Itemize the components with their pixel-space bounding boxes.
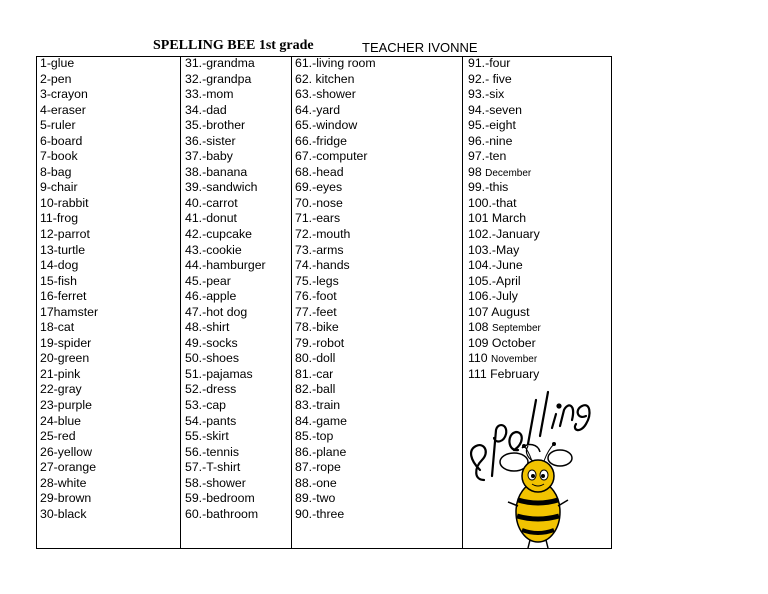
word-item: 76.-foot bbox=[295, 289, 337, 304]
word-item: 21-pink bbox=[40, 366, 81, 381]
word-item: 17hamster bbox=[40, 304, 99, 319]
word-item: 35.-brother bbox=[185, 118, 246, 133]
word-item: 24-blue bbox=[40, 413, 82, 428]
word-item: 19-spider bbox=[40, 335, 92, 350]
word-item: 45.-pear bbox=[185, 273, 231, 288]
word-item: 49.-socks bbox=[185, 335, 238, 350]
word-item: 66.-fridge bbox=[295, 133, 347, 148]
word-item: 25-red bbox=[40, 429, 76, 444]
word-item: 91.-four bbox=[468, 56, 511, 70]
word-item: 40.-carrot bbox=[185, 195, 238, 210]
word-item: 22-gray bbox=[40, 382, 82, 397]
word-item: 97.-ten bbox=[468, 149, 507, 164]
word-item: 95.-eight bbox=[468, 118, 516, 133]
word-item: 48.-shirt bbox=[185, 320, 230, 335]
word-item: 79.-robot bbox=[295, 335, 345, 350]
word-item: 2-pen bbox=[40, 71, 72, 86]
word-item: 67.-computer bbox=[295, 149, 368, 164]
word-column-2 bbox=[185, 56, 266, 522]
word-item: 94.-seven bbox=[468, 102, 523, 117]
word-item: 23-purple bbox=[40, 398, 92, 413]
word-item: 103.-May bbox=[468, 242, 520, 257]
page-title: SPELLING BEE 1st grade bbox=[153, 38, 314, 53]
word-item: 104.-June bbox=[468, 258, 523, 273]
word-item: 108 September bbox=[468, 320, 541, 335]
word-item: 28-white bbox=[40, 475, 87, 490]
word-item: 68.-head bbox=[295, 164, 344, 179]
word-item: 93.-six bbox=[468, 87, 505, 102]
word-item: 5-ruler bbox=[40, 118, 76, 133]
word-item: 96.-nine bbox=[468, 133, 513, 148]
spelling-bee-illustration bbox=[462, 380, 607, 550]
word-item: 109 October bbox=[468, 335, 536, 350]
word-column-3 bbox=[295, 56, 376, 522]
word-item: 87.-rope bbox=[295, 460, 341, 475]
word-item: 60.-bathroom bbox=[185, 506, 259, 521]
word-item: 1-glue bbox=[40, 56, 75, 70]
word-item: 43.-cookie bbox=[185, 242, 242, 257]
word-item: 51.-pajamas bbox=[185, 366, 253, 381]
word-item: 77.-feet bbox=[295, 304, 337, 319]
word-item: 29-brown bbox=[40, 491, 92, 506]
word-item: 7-book bbox=[40, 149, 78, 164]
word-item: 20-green bbox=[40, 351, 90, 366]
word-item: 47.-hot dog bbox=[185, 304, 248, 319]
word-item: 39.-sandwich bbox=[185, 180, 258, 195]
word-item: 27-orange bbox=[40, 460, 97, 475]
word-item: 18-cat bbox=[40, 320, 75, 335]
word-item: 110 November bbox=[468, 351, 538, 366]
word-item: 82.-ball bbox=[295, 382, 336, 397]
word-item: 16-ferret bbox=[40, 289, 87, 304]
word-item: 46.-apple bbox=[185, 289, 237, 304]
word-item: 80.-doll bbox=[295, 351, 336, 366]
word-item: 38.-banana bbox=[185, 164, 248, 179]
word-item: 50.-shoes bbox=[185, 351, 240, 366]
word-item: 99.-this bbox=[468, 180, 509, 195]
word-item: 69.-eyes bbox=[295, 180, 343, 195]
word-column-1 bbox=[40, 56, 98, 522]
word-item: 55.-skirt bbox=[185, 429, 229, 444]
column-divider bbox=[291, 56, 292, 549]
word-item: 54.-pants bbox=[185, 413, 237, 428]
word-item: 81.-car bbox=[295, 366, 334, 381]
word-item: 15-fish bbox=[40, 273, 77, 288]
word-item: 65.-window bbox=[295, 118, 358, 133]
word-item: 83.-train bbox=[295, 398, 341, 413]
bee-icon bbox=[500, 442, 572, 548]
word-item: 11-frog bbox=[40, 211, 79, 226]
word-item: 71.-ears bbox=[295, 211, 341, 226]
word-item: 8-bag bbox=[40, 164, 72, 179]
word-item: 64.-yard bbox=[295, 102, 341, 117]
word-item: 70.-nose bbox=[295, 195, 343, 210]
word-item: 9-chair bbox=[40, 180, 78, 195]
word-item: 72.-mouth bbox=[295, 227, 351, 242]
word-item: 107 August bbox=[468, 304, 530, 319]
word-item: 111 February bbox=[468, 366, 540, 381]
word-item: 41.-donut bbox=[185, 211, 237, 226]
word-item: 30-black bbox=[40, 506, 87, 521]
word-item: 52.-dress bbox=[185, 382, 237, 397]
word-item: 100.-that bbox=[468, 195, 517, 210]
word-item: 92.- five bbox=[468, 71, 512, 86]
word-item: 10-rabbit bbox=[40, 195, 89, 210]
word-item: 85.-top bbox=[295, 429, 334, 444]
word-item: 58.-shower bbox=[185, 475, 246, 490]
word-item: 62. kitchen bbox=[295, 71, 355, 86]
word-item: 14-dog bbox=[40, 258, 79, 273]
word-item: 6-board bbox=[40, 133, 83, 148]
word-item: 26-yellow bbox=[40, 444, 92, 459]
word-item: 73.-arms bbox=[295, 242, 344, 257]
word-item: 57.-T-shirt bbox=[185, 460, 241, 475]
word-item: 105.-April bbox=[468, 273, 521, 288]
word-item: 88.-one bbox=[295, 475, 337, 490]
word-item: 61.-living room bbox=[295, 56, 376, 70]
word-item: 31.-grandma bbox=[185, 56, 255, 70]
word-item: 75.-legs bbox=[295, 273, 339, 288]
word-item: 78.-bike bbox=[295, 320, 339, 335]
word-item: 42.-cupcake bbox=[185, 227, 252, 242]
word-item: 13-turtle bbox=[40, 242, 86, 257]
word-item: 84.-game bbox=[295, 413, 347, 428]
word-item: 101 March bbox=[468, 211, 527, 226]
word-item: 102.-January bbox=[468, 227, 540, 242]
word-item: 37.-baby bbox=[185, 149, 233, 164]
word-item: 32.-grandpa bbox=[185, 71, 252, 86]
word-item: 4-eraser bbox=[40, 102, 86, 117]
word-item: 90.-three bbox=[295, 506, 345, 521]
column-divider bbox=[180, 56, 181, 549]
word-item: 53.-cap bbox=[185, 398, 227, 413]
word-item: 98 December bbox=[468, 164, 532, 179]
word-item: 34.-dad bbox=[185, 102, 227, 117]
word-item: 89.-two bbox=[295, 491, 336, 506]
word-item: 86.-plane bbox=[295, 444, 347, 459]
word-item: 36.-sister bbox=[185, 133, 236, 148]
word-item: 44.-hamburger bbox=[185, 258, 266, 273]
word-item: 63.-shower bbox=[295, 87, 356, 102]
word-item: 12-parrot bbox=[40, 227, 90, 242]
word-column-4 bbox=[468, 56, 541, 382]
teacher-name: TEACHER IVONNE bbox=[362, 40, 478, 55]
word-item: 33.-mom bbox=[185, 87, 234, 102]
word-item: 3-crayon bbox=[40, 87, 88, 102]
word-item: 106.-July bbox=[468, 289, 518, 304]
word-item: 56.-tennis bbox=[185, 444, 240, 459]
word-item: 74.-hands bbox=[295, 258, 350, 273]
word-item: 59.-bedroom bbox=[185, 491, 255, 506]
